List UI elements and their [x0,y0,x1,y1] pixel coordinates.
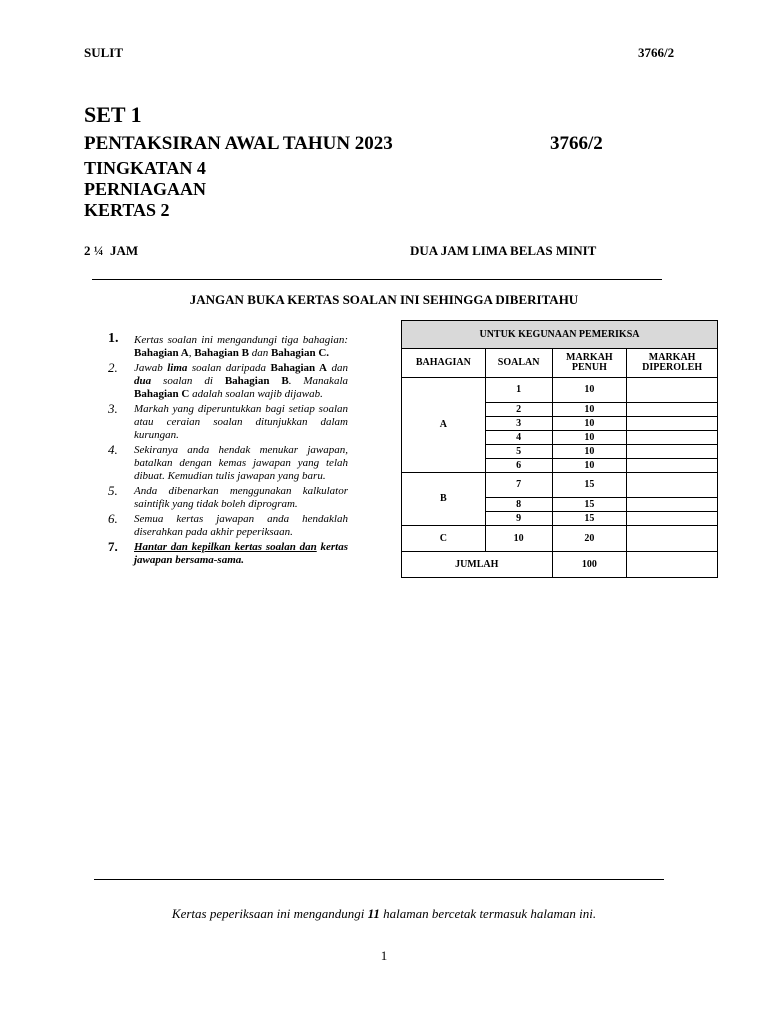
col-header-markah-diperoleh: MARKAH DIPEROLEH [627,349,718,378]
col-header-markah-penuh: MARKAH PENUH [552,349,627,378]
instruction-item: 7. Hantar dan kepilkan kertas soalan dan kertas jawapan bersama-sama. [108,539,348,566]
table-row: B 7 15 [402,473,718,498]
subject-title: PERNIAGAAN [84,179,207,199]
total-value: 100 [552,552,627,578]
exam-code: 3766/2 [550,133,603,154]
col-header-bahagian: BAHAGIAN [402,349,486,378]
marks-obtained-cell[interactable] [627,526,718,552]
duration-short: 2 ¼ JAM [84,243,139,258]
exam-title: PENTAKSIRAN AWAL TAHUN 2023 [84,133,393,154]
instruction-item: 5. Anda dibenarkan menggunakan kalkulator saintifik yang tidak boleh diprogram. [108,483,348,510]
section-cell: B [402,473,486,526]
instruction-item: 4. Sekiranya anda hendak menukar jawapan, batalkan dengan kemas jawapan yang telah dibuat. Kemudian tulis jawapan yang baru. [108,442,348,482]
table-row-total [402,552,718,578]
instruction-item: 2. Jawab lima soalan daripada Bahagian A dan dua soalan di Bahagian B. Manakala Bahagian C adalah soalan wajib dijawab. [108,360,349,400]
table-row: 6 10 [402,459,718,473]
instruction-item: 6. Semua kertas jawapan anda hendaklah diserahkan pada akhir peperiksaan. [108,511,348,538]
table-title: UNTUK KEGUNAAN PEMERIKSA [402,321,718,349]
table-row: 4 10 [402,431,718,445]
marks-obtained-cell[interactable] [627,417,718,431]
instruction-number: 3. [108,401,118,416]
section-cell: C [402,526,486,552]
table-row: 8 15 [402,498,718,512]
table-row: 3 10 [402,417,718,431]
marks-obtained-cell[interactable] [627,378,718,403]
header-code: 3766/2 [638,45,675,60]
col-header-soalan: SOALAN [485,349,552,378]
table-row: 5 10 [402,445,718,459]
warning-text: JANGAN BUKA KERTAS SOALAN INI SEHINGGA DIBERITAHU [189,292,579,307]
instruction-item: 3. Markah yang diperuntukkan bagi setiap soalan atau ceraian soalan ditunjukkan dalam kurungan. [108,401,348,441]
instruction-number: 6. [108,511,118,526]
marks-obtained-cell[interactable] [627,403,718,417]
page-count-note: Kertas peperiksaan ini mengandungi 11 halaman bercetak termasuk halaman ini. [171,906,597,921]
page-number: 1 [380,948,388,963]
marks-obtained-cell[interactable] [627,473,718,498]
table-row: C 10 20 [402,526,718,552]
set-title: SET 1 [84,102,142,127]
instruction-number: 4. [108,442,118,457]
instruction-number: 1. [108,331,119,346]
total-label: JUMLAH [402,552,553,578]
duration-long: DUA JAM LIMA BELAS MINIT [410,243,597,258]
marks-obtained-cell[interactable] [627,512,718,526]
instructions-list [108,331,349,569]
divider-bottom [94,879,664,880]
table-row: 2 10 [402,403,718,417]
header-sulit: SULIT [84,45,124,60]
marks-obtained-cell[interactable] [627,459,718,473]
marks-obtained-cell[interactable] [627,431,718,445]
total-obtained-cell[interactable] [627,552,718,578]
section-cell: A [402,378,486,473]
instruction-item: 1. Kertas soalan ini mengandungi tiga bahagian: Bahagian A, Bahagian B dan Bahagian C. [108,331,348,359]
table-row: 9 15 [402,512,718,526]
divider-top [92,279,662,280]
form-title: TINGKATAN 4 [84,158,206,178]
marks-obtained-cell[interactable] [627,445,718,459]
table-row: A 1 10 [402,378,718,403]
instruction-number: 2. [108,360,118,375]
instruction-number: 7. [108,539,118,554]
examiner-marks-table [401,320,718,578]
marks-obtained-cell[interactable] [627,498,718,512]
paper-title: KERTAS 2 [84,200,170,220]
instruction-number: 5. [108,483,118,498]
